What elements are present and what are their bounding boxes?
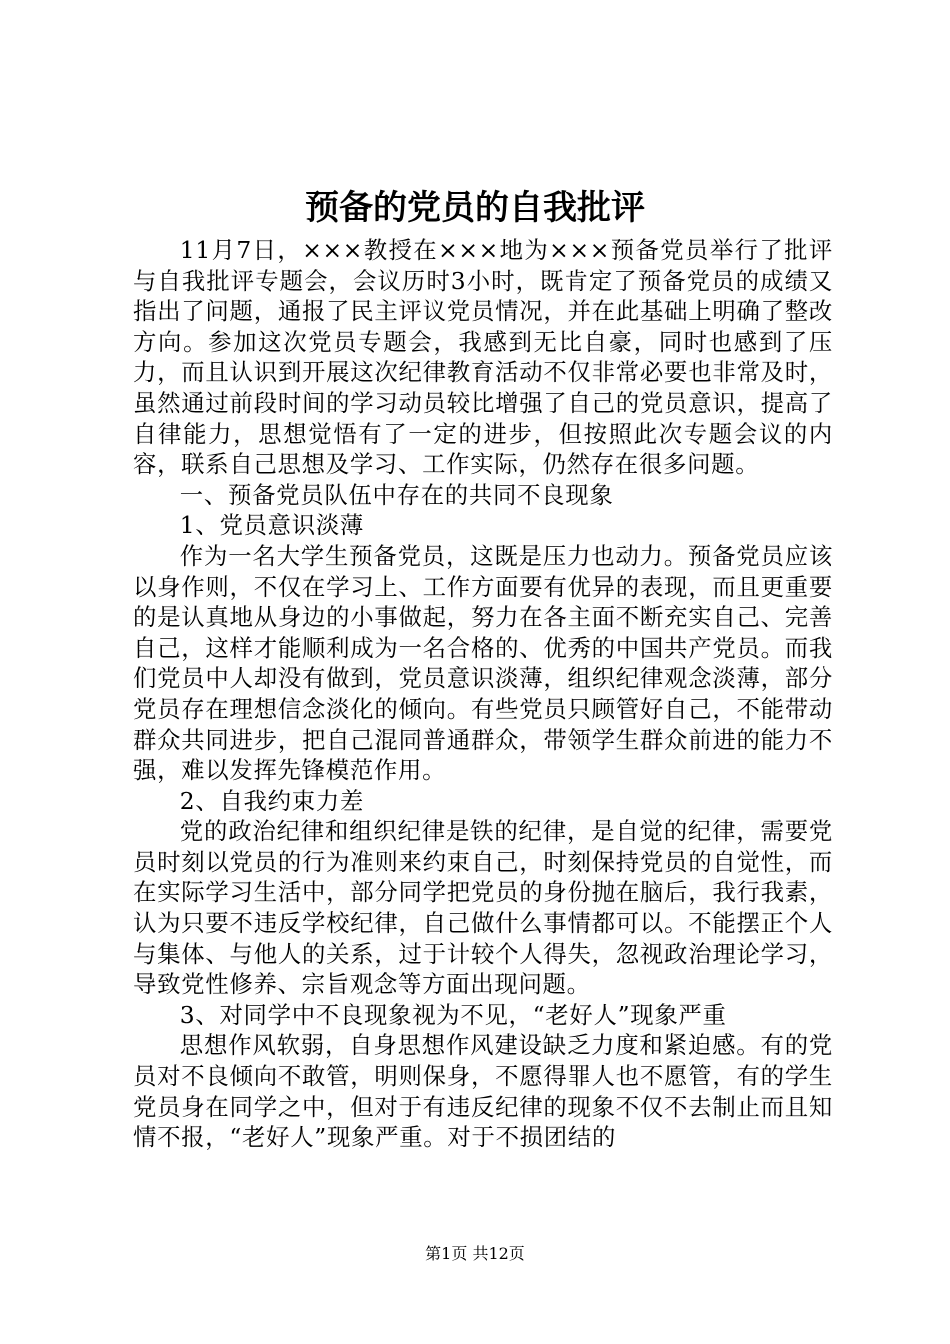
subsection-heading-3: 3、对同学中不良现象视为不见，“老好人”现象严重	[179, 1000, 727, 1029]
paragraph-good-guy-phenomenon: 思想作风软弱，自身思想作风建设缺乏力度和紧迫感。有的党员对不良倾向不敢管，明则保身，不愿得罪人也不愿管，有的学生党员身在同学之中，但对于有违反纪律的现象不仅不去制止而且知情不报，“老好人”现象严重。对于不损团结的	[133, 1031, 833, 1152]
document-title: 预备的党员的自我批评	[305, 188, 645, 228]
document-body	[133, 235, 833, 1153]
paragraph-intro: 11月7日，×××教授在×××地为×××预备党员举行了批评与自我批评专题会，会议历时3小时，既肯定了预备党员的成绩又指出了问题，通报了民主评议党员情况，并在此基础上明确了整改方向。参加这次党员专题会，我感到无比自豪，同时也感到了压力，而且认识到开展这次纪律教育活动不仅非常必要也非常及时，虽然通过前段时间的学习动员较比增强了自己的党员意识，提高了自律能力，思想觉悟有了一定的进步，但按照此次专题会议的内容，联系自己思想及学习、工作实际，仍然存在很多问题。	[133, 236, 833, 479]
section-heading-1: 一、预备党员队伍中存在的共同不良现象	[179, 480, 614, 509]
subsection-heading-2: 2、自我约束力差	[179, 786, 365, 815]
subsection-heading-1: 1、党员意识淡薄	[179, 511, 365, 540]
paragraph-party-awareness: 作为一名大学生预备党员，这既是压力也动力。预备党员应该以身作则，不仅在学习上、工作方面要有优异的表现，而且更重要的是认真地从身边的小事做起，努力在各主面不断充实自己、完善自己，这样才能顺利成为一名合格的、优秀的中国共产党员。而我们党员中人却没有做到，党员意识淡薄，组织纪律观念淡薄，部分党员存在理想信念淡化的倾向。有些党员只顾管好自己，不能带动群众共同进步，把自己混同普通群众，带领学生群众前进的能力不强，难以发挥先锋模范作用。	[133, 541, 833, 785]
page-number-footer: 第1页 共12页	[425, 1244, 525, 1263]
paragraph-self-discipline: 党的政治纪律和组织纪律是铁的纪律，是自觉的纪律，需要党员时刻以党员的行为准则来约束自己，时刻保持党员的自觉性，而在实际学习生活中，部分同学把党员的身份抛在脑后，我行我素，认为只要不违反学校纪律，自己做什么事情都可以。不能摆正个人与集体、与他人的关系，过于计较个人得失，忽视政治理论学习，导致党性修养、宗旨观念等方面出现问题。	[133, 817, 833, 999]
